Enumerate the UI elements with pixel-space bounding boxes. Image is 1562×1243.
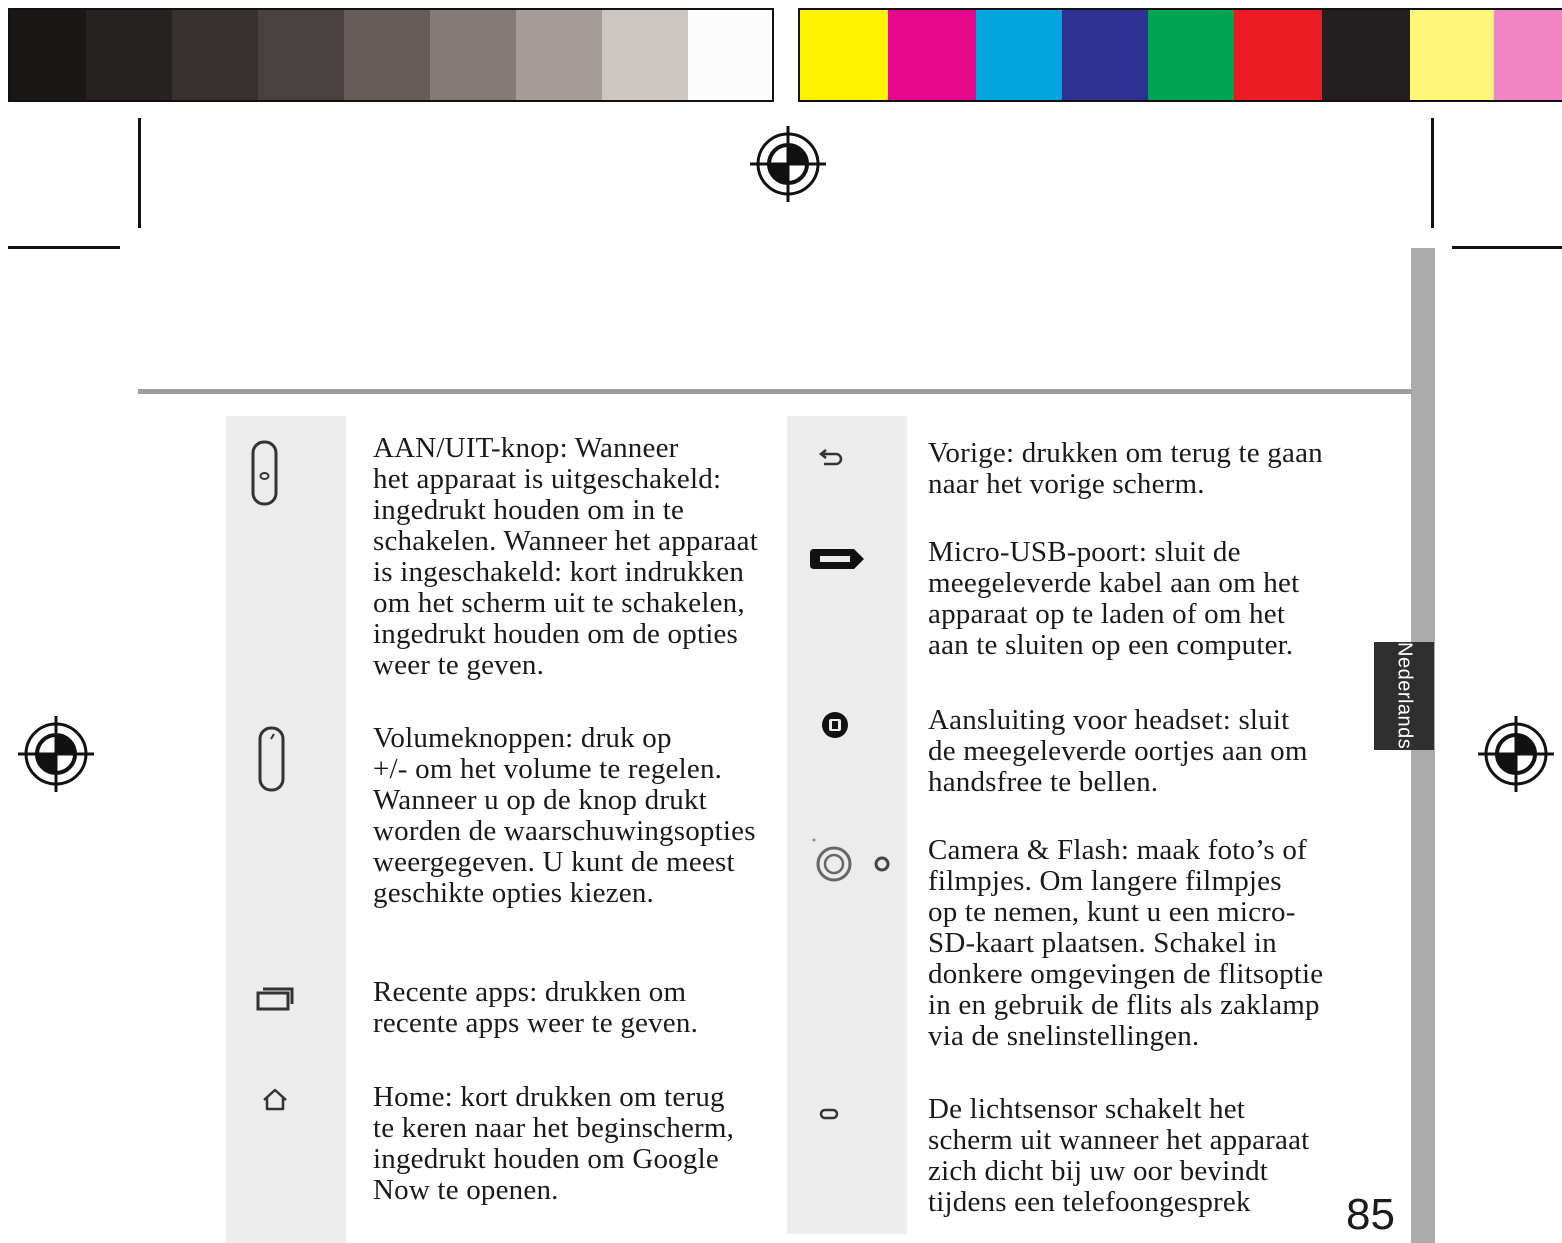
gray-swatch <box>688 10 772 102</box>
page-number: 85 <box>1346 1190 1395 1239</box>
power-button-description: AAN/UIT-knop: Wanneer het apparaat is uitgeschakeld: ingedrukt houden om in te schakelen. Wanneer het apparaat is ingeschakeld: kort indrukken om het scherm uit te schakelen, ingedrukt houden om de opties weer te geven. <box>373 432 758 681</box>
gray-swatch <box>258 10 344 102</box>
registration-mark-icon <box>748 124 828 204</box>
back-description: Vorige: drukken om terug te gaan naar het vorige scherm. <box>928 437 1323 500</box>
micro-usb-description: Micro-USB-poort: sluit de meegeleverde kabel aan om het apparaat op te laden of om het aan te sluiten op een computer. <box>928 536 1300 661</box>
gray-swatch <box>10 10 86 102</box>
headset-jack-description: Aansluiting voor headset: sluit de meegeleverde oortjes aan om handsfree te bellen. <box>928 704 1308 798</box>
top-rule <box>138 389 1414 394</box>
gray-swatch <box>430 10 516 102</box>
gray-swatch <box>602 10 688 102</box>
light-sensor-description: De lichtsensor schakelt het scherm uit wanneer het apparaat zich dicht bij uw oor bevindt tijdens een telefoongesprek <box>928 1093 1310 1218</box>
light-sensor-icon <box>818 1106 842 1122</box>
volume-button-icon <box>257 726 287 794</box>
headset-jack-icon <box>820 710 850 740</box>
gray-swatch <box>86 10 172 102</box>
camera-flash-description: Camera & Flash: maak foto’s of filmpjes. Om langere filmpjes op te nemen, kunt u een micro- SD-kaart plaatsen. Schakel in donkere omgevingen de flitsoptie in en gebruik de flits als zaklamp via de snelinstellingen. <box>928 834 1324 1052</box>
blue-swatch <box>1062 10 1148 102</box>
home-description: Home: kort drukken om terug te keren naar het beginscherm, ingedrukt houden om Google Now te openen. <box>373 1081 735 1206</box>
yellow-swatch <box>800 10 888 102</box>
green-swatch <box>1148 10 1234 102</box>
cyan-swatch <box>976 10 1062 102</box>
magenta-swatch <box>888 10 976 102</box>
crop-mark <box>1452 246 1562 249</box>
registration-mark-icon <box>1476 714 1556 794</box>
black-swatch <box>1322 10 1410 102</box>
gray-swatch <box>172 10 258 102</box>
crop-mark <box>1431 118 1434 228</box>
light-yellow-swatch <box>1410 10 1494 102</box>
recent-apps-description: Recente apps: drukken om recente apps weer te geven. <box>373 976 699 1039</box>
left-icon-column <box>226 416 346 1243</box>
back-arrow-icon <box>817 448 845 470</box>
recent-apps-icon <box>255 985 295 1013</box>
power-button-icon <box>250 440 280 508</box>
home-icon <box>260 1086 290 1114</box>
camera-flash-icon <box>810 838 894 886</box>
crop-mark <box>138 118 141 228</box>
volume-buttons-description: Volumeknoppen: druk op +/- om het volume te regelen. Wanneer u op de knop drukt worden de waarschuwingsopties weergegeven. U kunt de meest geschikte opties kiezen. <box>373 722 756 909</box>
micro-usb-port-icon <box>808 546 866 572</box>
pink-swatch <box>1494 10 1562 102</box>
crop-mark <box>8 246 120 249</box>
red-swatch <box>1234 10 1322 102</box>
language-tab: Nederlands <box>1374 642 1434 750</box>
gray-swatch <box>344 10 430 102</box>
registration-mark-icon <box>16 714 96 794</box>
gray-swatch <box>516 10 602 102</box>
right-icon-column <box>787 416 907 1234</box>
